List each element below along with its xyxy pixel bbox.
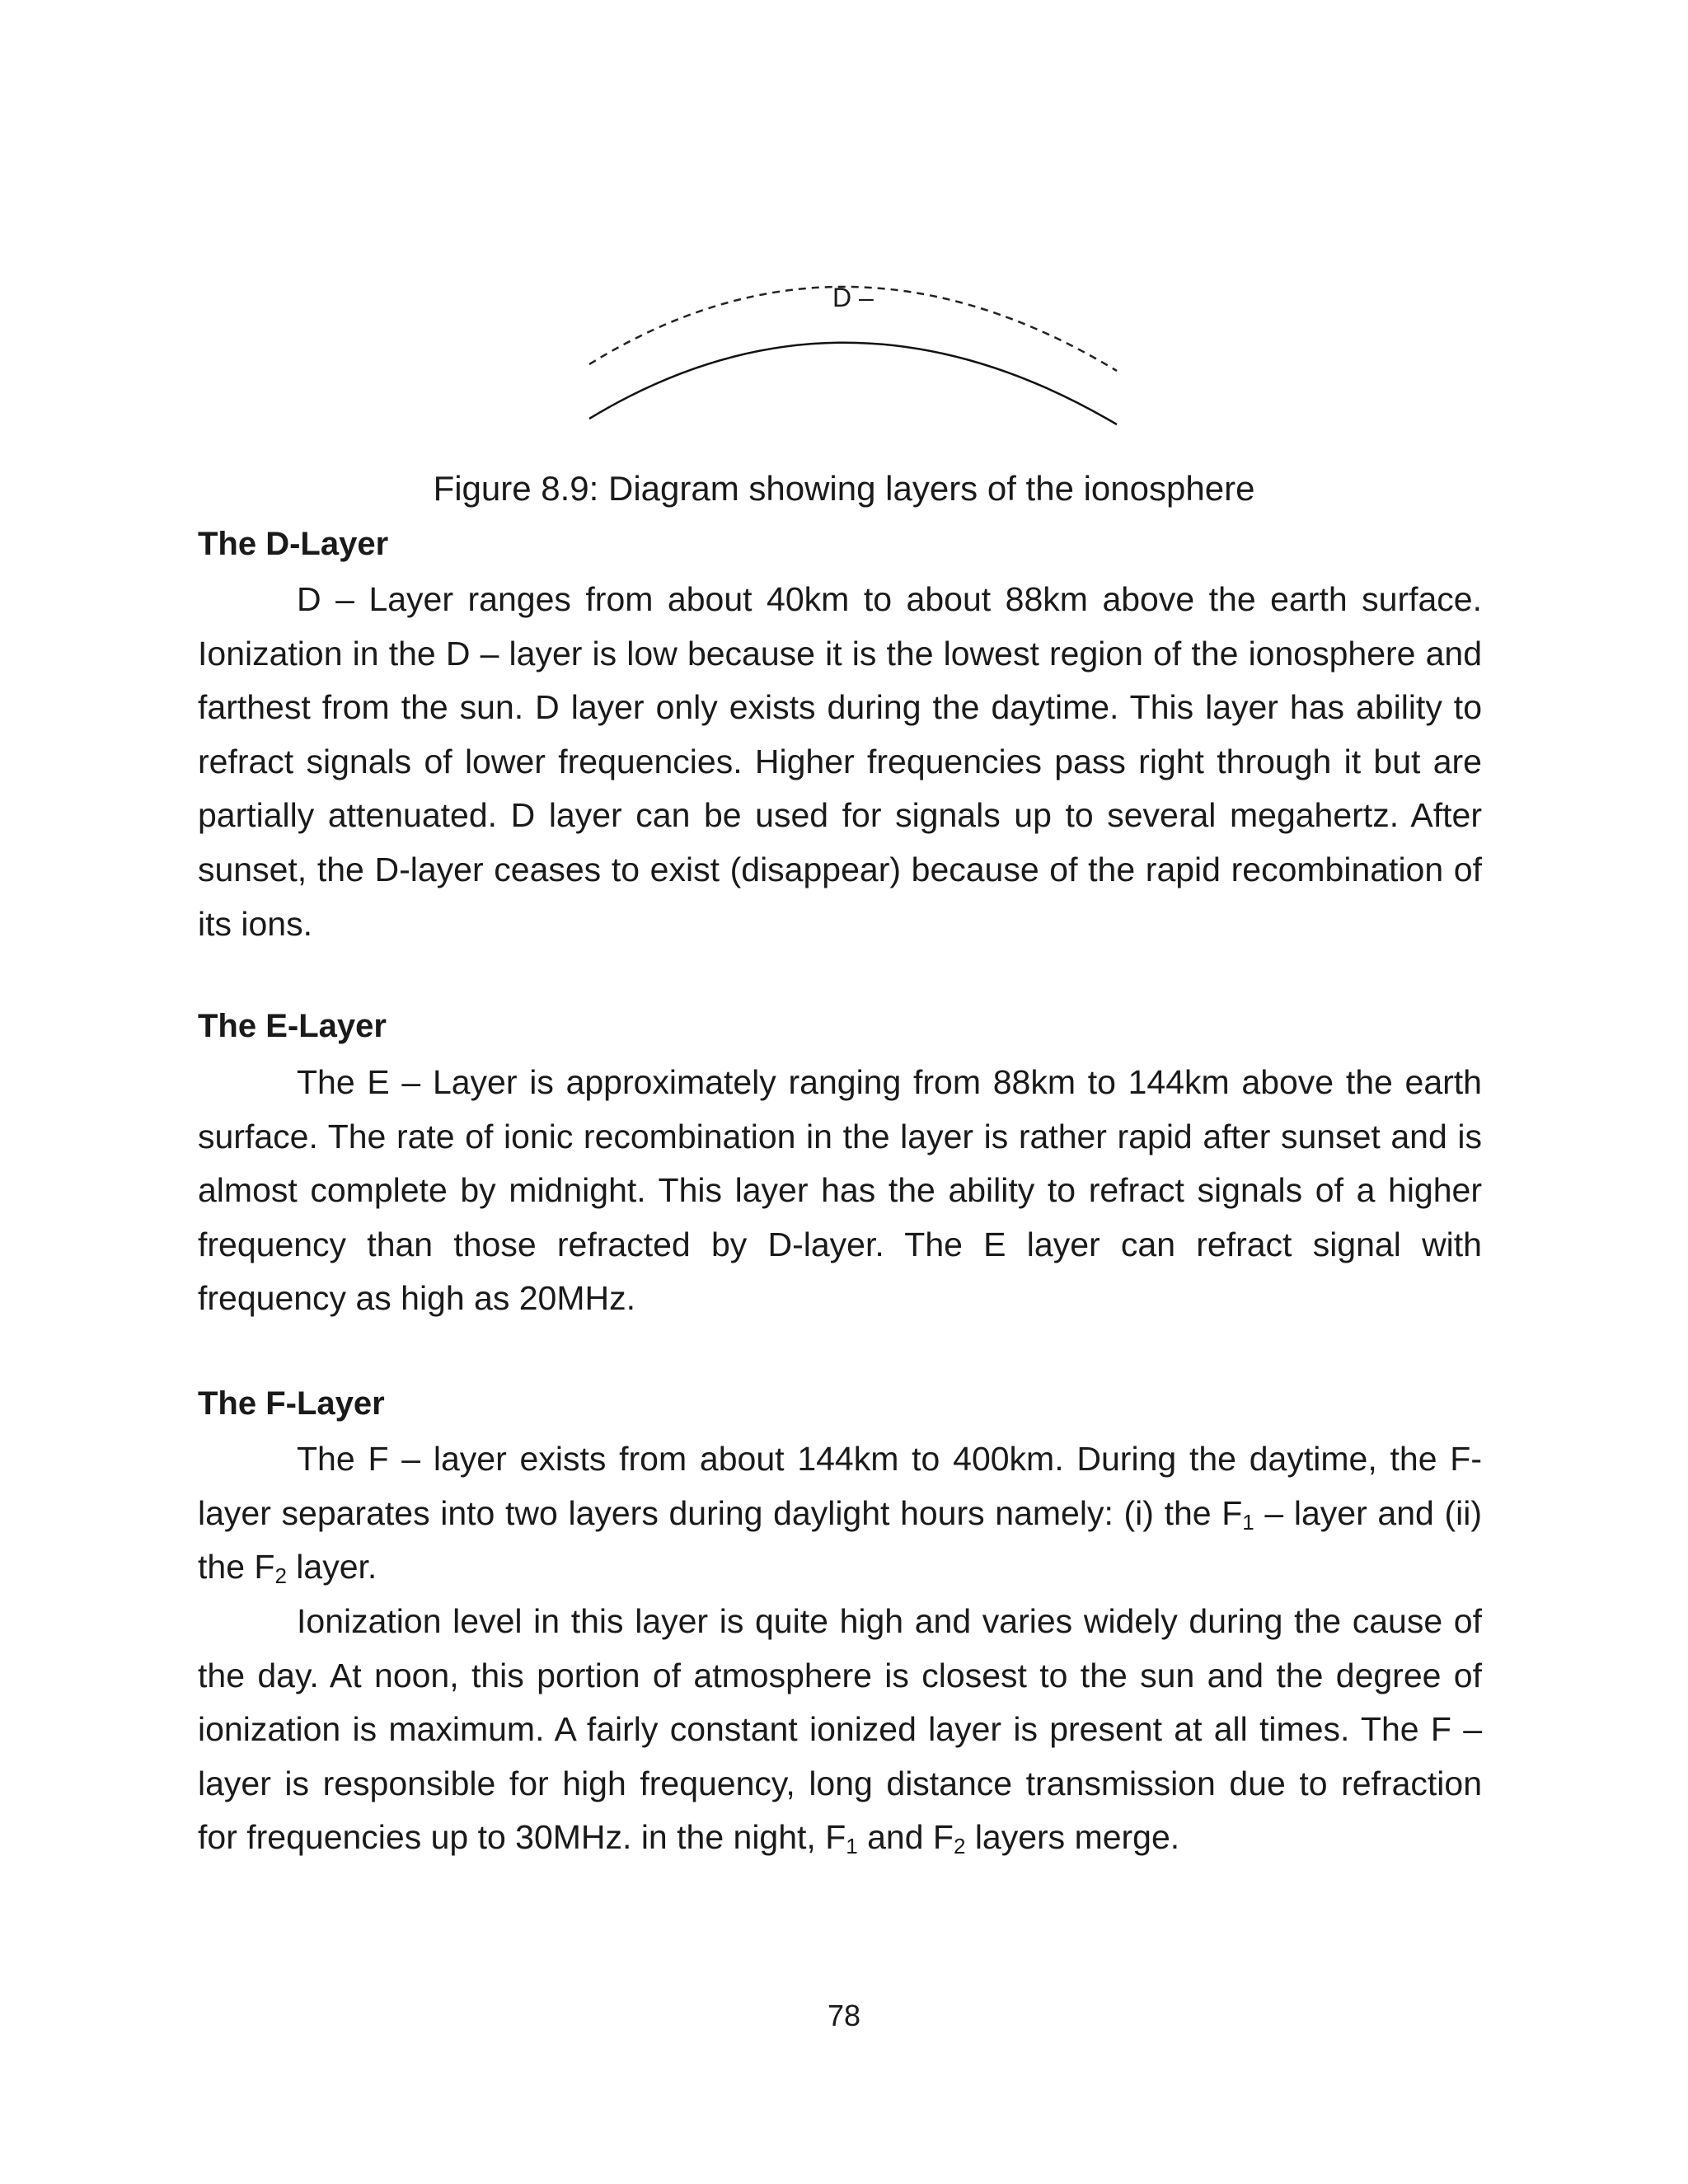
d-layer-curve xyxy=(589,343,1117,424)
ionosphere-layers-diagram xyxy=(577,247,1137,437)
e-layer-heading: The E-Layer xyxy=(198,1008,387,1044)
d-layer-paragraph: D – Layer ranges from about 40km to about 88km above the earth surface. Ionization in the D – layer is low because it is the lowest region of the ionosphere and farthest from the sun. D layer only exists during the daytime. This layer has ability to refract signals of lower frequencies. Higher frequencies pass right through it but are partially attenuated. D layer can be used for signals up to several megahertz. After sunset, the D-layer ceases to exist (disappear) because of the rapid recombination of its ions. xyxy=(198,580,1482,943)
f-layer-paragraph-1: The F – layer exists from about 144km to 400km. During the daytime, the F-layer separates into two layers during daylight hours namely: (i) the $F_1$ – layer and (ii) the $F_2$ layer. xyxy=(198,1440,1482,1589)
figure-caption: Figure 8.9: Diagram showing layers of the ionosphere xyxy=(433,469,1255,508)
f-layer-heading: The F-Layer xyxy=(198,1385,385,1422)
d-layer-heading: The D-Layer xyxy=(198,526,389,562)
e-layer-paragraph: The E – Layer is approximately ranging from 88km to 144km above the earth surface. The rate of ionic recombination in the layer is rather rapid after sunset and is almost complete by midnight. This layer has the ability to refract signals of a higher frequency than those refracted by D-layer. The E layer can refract signal with frequency as high as 20MHz. xyxy=(198,1063,1482,1318)
d-layer-label: D – xyxy=(832,283,874,312)
f-layer-paragraph-2: Ionization level in this layer is quite high and varies widely during the cause of the day. At noon, this portion of atmosphere is closest to the sun and the degree of ionization is maximum. A fairly constant ionized layer is present at all times. The F – layer is responsible for high frequency, long distance transmission due to refraction for frequencies up to 30MHz. in the night, $F_1$ and $F_2$ layers merge. xyxy=(198,1602,1482,1859)
page-number: 78 xyxy=(827,1999,861,2032)
